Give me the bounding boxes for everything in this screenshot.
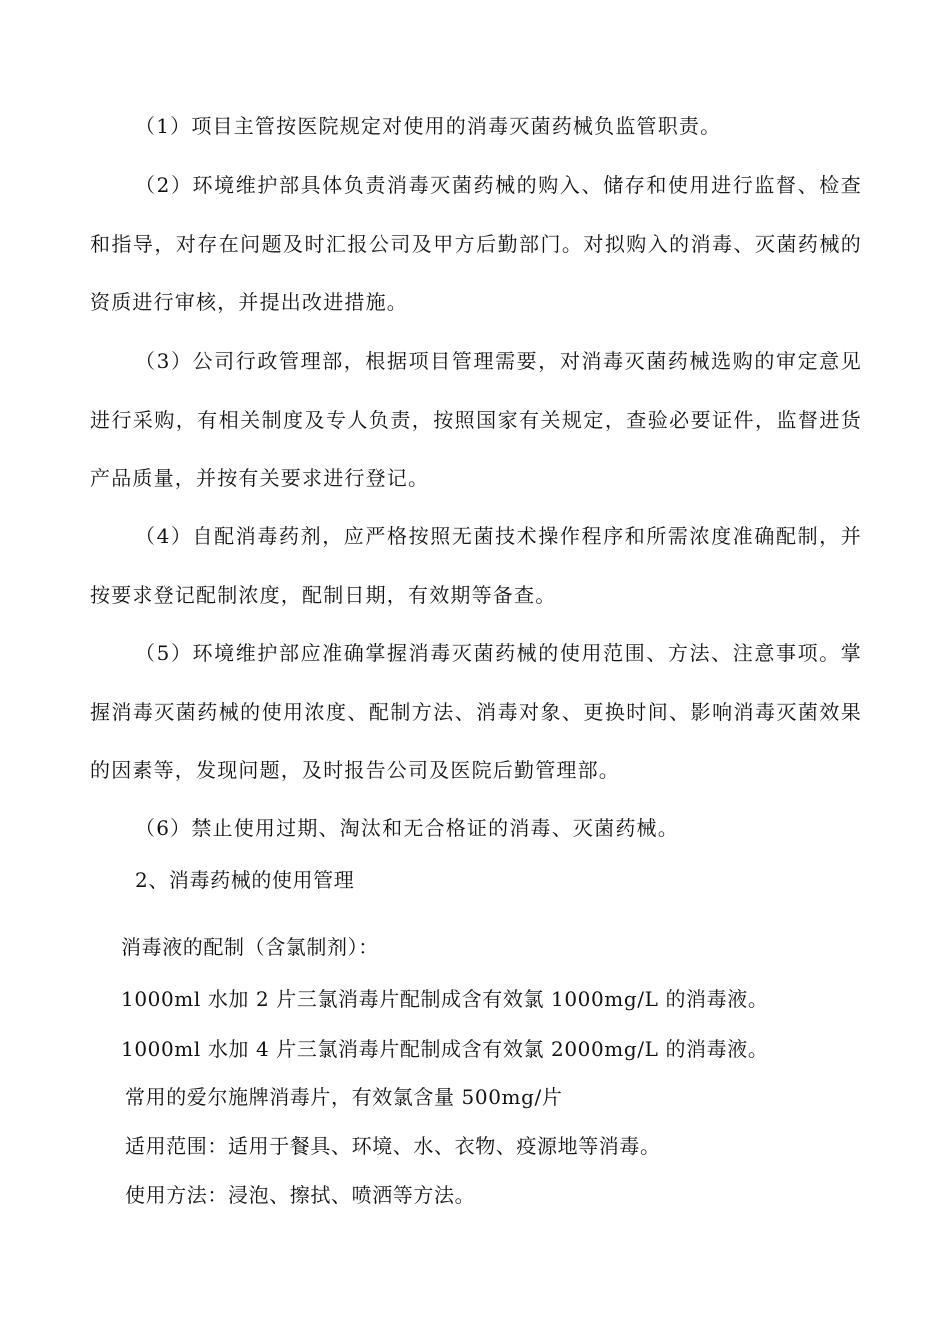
note-line: 消毒液的配制（含氯制剂）： [121,935,379,959]
paragraph-4: （4）自配消毒药剂，应严格按照无菌技术操作程序和所需浓度准确配制，并按要求登记配制浓度，配制日期，有效期等备查。 [90,524,862,607]
note-line: 1000ml 水加 2 片三氯消毒片配制成含有效氯 1000mg/L 的消毒液。 [121,987,769,1011]
paragraph-6: （6）禁止使用过期、淘汰和无合格证的消毒、灭菌药械。 [135,816,679,840]
paragraph-3: （3）公司行政管理部，根据项目管理需要，对消毒灭菌药械选购的审定意见进行采购，有相关制度及专人负责，按照国家有关规定，查验必要证件，监督进货产品质量，并按有关要求进行登记。 [90,349,862,490]
paragraph-2: （2）环境维护部具体负责消毒灭菌药械的购入、储存和使用进行监督、检查和指导，对存在问题及时汇报公司及甲方后勤部门。对拟购入的消毒、灭菌药械的资质进行审核，并提出改进措施。 [90,173,862,314]
note-line: 1000ml 水加 4 片三氯消毒片配制成含有效氯 2000mg/L 的消毒液。 [121,1037,769,1061]
section-heading: 2、消毒药械的使用管理 [135,868,355,892]
note-line: 适用范围：适用于餐具、环境、水、衣物、疫源地等消毒。 [125,1134,661,1158]
note-line: 使用方法：浸泡、擦拭、喷洒等方法。 [125,1183,476,1207]
paragraph-5: （5）环境维护部应准确掌握消毒灭菌药械的使用范围、方法、注意事项。掌握消毒灭菌药械的使用浓度、配制方法、消毒对象、更换时间、影响消毒灭菌效果的因素等，发现问题，及时报告公司及医院后勤管理部。 [90,641,862,782]
note-line: 常用的爱尔施牌消毒片，有效氯含量 500mg/片 [125,1085,563,1109]
paragraph-1: （1）项目主管按医院规定对使用的消毒灭菌药械负监管职责。 [135,114,722,138]
